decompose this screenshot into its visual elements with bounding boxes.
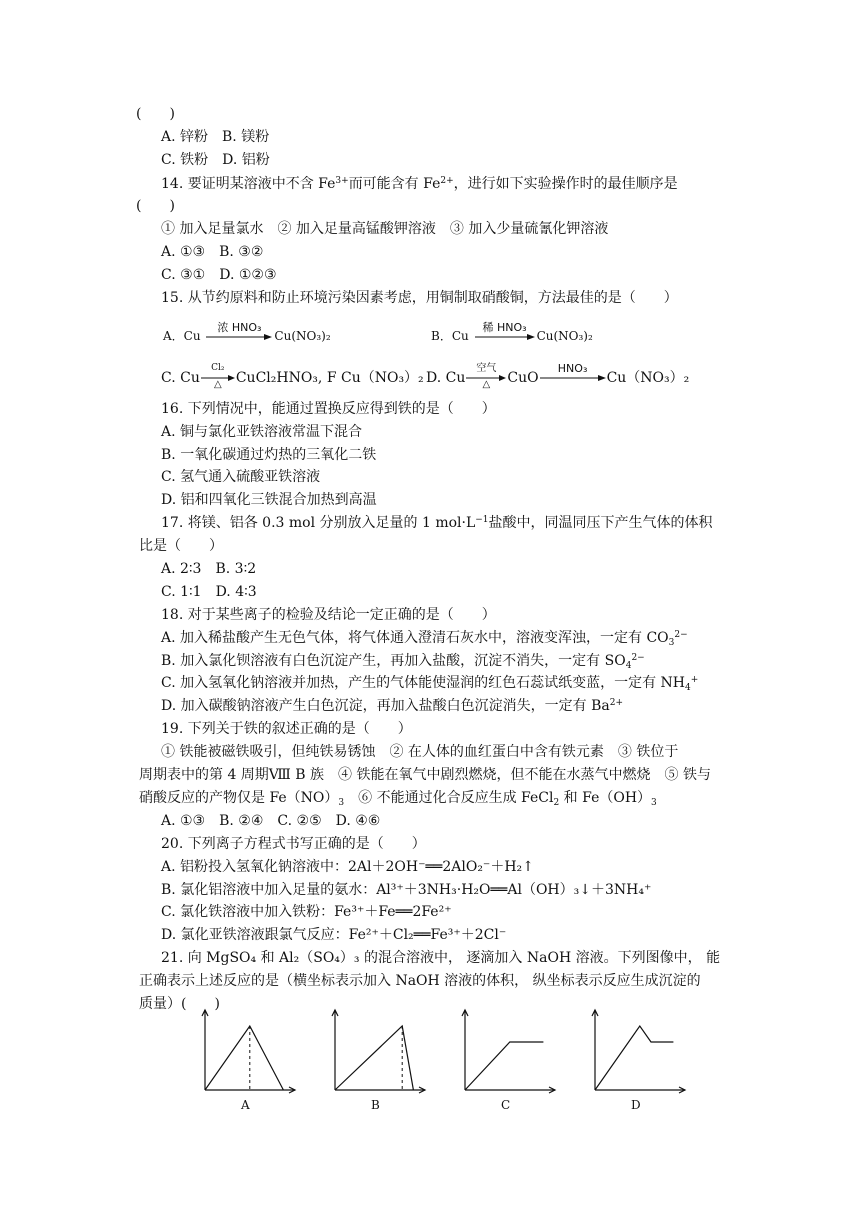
graph-series-line <box>465 1042 543 1090</box>
q21-stem-1: 21. 向 MgSO₄ 和 Al₂（SO₄）₃ 的混合溶液中， 逐滴加入 NaOH 溶液。下列图像中， 能 <box>161 950 721 966</box>
graph-series-line <box>335 1026 413 1090</box>
q14-steps: ① 加入足量氯水 ② 加入足量高锰酸钾溶液 ③ 加入少量硫氰化钾溶液 <box>161 221 609 237</box>
q16-option-c: C. 氢气通入硫酸亚铁溶液 <box>161 469 321 485</box>
q17-options-ab: A. 2∶3 B. 3∶2 <box>161 561 257 577</box>
q14-stem: 14. 要证明某溶液中不含 $Fe^{3+}$而可能含有 $Fe^{2+}$，进行如下实验操作时的最佳顺序是 <box>161 176 678 192</box>
q18-option-a: A. 加入稀盐酸产生无色气体，将气体通入澄清石灰水中，溶液变浑浊，一定有 $CO_3^{2-}$ <box>161 630 688 648</box>
q17-stem-cont: 比是（ ） <box>139 538 223 554</box>
q13-bracket: ( ) <box>136 106 175 122</box>
reaction-arrow: 浓 HNO₃ <box>206 333 272 341</box>
q18-stem: 18. 对于某些离子的检验及结论一定正确的是（ ） <box>161 607 496 623</box>
q18-option-c: C. 加入氢氧化钠溶液并加热，产生的气体能使湿润的红色石蕊试纸变蓝，一定有 $NH_4^+$ <box>161 675 699 693</box>
reaction-arrow: Cl₂ △ <box>201 374 235 382</box>
q13-options-cd: C. 铁粉 D. 铝粉 <box>161 152 270 168</box>
graph-label-c: C <box>501 1098 511 1112</box>
q14-options-ab: A. ①③ B. ③② <box>161 244 264 260</box>
q16-option-d: D. 铝和四氧化三铁混合加热到高温 <box>161 492 377 508</box>
graph-label-d: D <box>631 1098 641 1112</box>
q15-option-d: D. Cu 空气 △ CuO HNO₃ Cu（NO₃）₂ <box>426 362 690 390</box>
q20-stem: 20. 下列离子方程式书写正确的是（ ） <box>161 836 426 852</box>
q21-stem-2: 正确表示上述反应的是（横坐标表示加入 NaOH 溶液的体积， 纵坐标表示反应生成沉淀的 <box>139 973 701 989</box>
q21-stem-3: 质量）( ) <box>139 996 220 1012</box>
q17-stem: 17. 将镁、铝各 0.3 mol 分别放入足量的 1 $mol\cdot L^{-1}$盐酸中，同温同压下产生气体的体积 <box>161 515 713 531</box>
q19-statements-3: 硝酸反应的产物仅是 $Fe(NO)_3$ ⑥ 不能通过化合反应生成 FeCl$_2$ 和 $Fe(OH)_3$ <box>139 790 657 808</box>
q19-statements-2: 周期表中的第 4 周期Ⅷ B 族 ④ 铁能在氧气中剧烈燃烧，但不能在水蒸气中燃烧 ⑤ 铁与 <box>139 767 711 783</box>
q19-statements-1: ① 铁能被磁铁吸引，但纯铁易锈蚀 ② 在人体的血红蛋白中含有铁元素 ③ 铁位于 <box>161 744 679 760</box>
graph-label-b: B <box>371 1098 380 1112</box>
q20-option-d: D. 氯化亚铁溶液跟氯气反应：Fe²⁺＋Cl₂══Fe³⁺＋2Cl⁻ <box>161 927 507 943</box>
graph-series-line <box>595 1026 673 1090</box>
q14-bracket: ( ) <box>136 198 175 214</box>
q20-option-a: A. 铝粉投入氢氧化钠溶液中：2Al＋2OH⁻══2AlO₂⁻＋H₂↑ <box>161 859 534 875</box>
q15-stem: 15. 从节约原料和防止环境污染因素考虑，用铜制取硝酸铜，方法最佳的是（ ） <box>161 290 678 306</box>
q13-options-ab: A. 锌粉 B. 镁粉 <box>161 129 270 145</box>
graph-label-a: A <box>241 1098 250 1112</box>
q15-option-a: A．Cu 浓 HNO₃ Cu(NO₃)₂ <box>163 320 331 343</box>
q19-stem: 19. 下列关于铁的叙述正确的是（ ） <box>161 721 412 737</box>
q18-option-d: D. 加入碳酸钠溶液产生白色沉淀，再加入盐酸白色沉淀消失，一定有 $Ba^{2+}$ <box>161 698 623 714</box>
q16-option-a: A. 铜与氯化亚铁溶液常温下混合 <box>161 424 363 440</box>
reaction-arrow: 稀 HNO₃ <box>475 333 535 341</box>
q14-options-cd: C. ③① D. ①②③ <box>161 267 277 283</box>
q16-stem: 16. 下列情况中，能通过置换反应得到铁的是（ ） <box>161 401 496 417</box>
q15-option-c: C. Cu Cl₂ △ CuCl₂HNO₃, F Cu（NO₃）₂ <box>161 363 424 390</box>
q20-option-c: C. 氯化铁溶液中加入铁粉：Fe³⁺＋Fe══2Fe²⁺ <box>161 904 452 920</box>
q19-options: A. ①③ B. ②④ C. ②⑤ D. ④⑥ <box>161 813 381 829</box>
q21-graphs <box>0 1000 860 1100</box>
reaction-arrow: HNO₃ <box>540 374 606 382</box>
q18-option-b: B. 加入氯化钡溶液有白色沉淀产生，再加入盐酸，沉淀不消失，一定有 $SO_4^{2-}$ <box>161 653 645 671</box>
reaction-arrow: 空气 △ <box>466 374 506 382</box>
graph-series-line <box>205 1026 283 1090</box>
q15-option-b: B．Cu 稀 HNO₃ Cu(NO₃)₂ <box>431 320 593 343</box>
q16-option-b: B. 一氧化碳通过灼热的三氧化二铁 <box>161 447 377 463</box>
q20-option-b: B. 氯化铝溶液中加入足量的氨水：Al³⁺＋3NH₃·H₂O══Al（OH）₃↓＋3NH₄⁺ <box>161 882 652 898</box>
q17-options-cd: C. 1∶1 D. 4∶3 <box>161 584 257 600</box>
